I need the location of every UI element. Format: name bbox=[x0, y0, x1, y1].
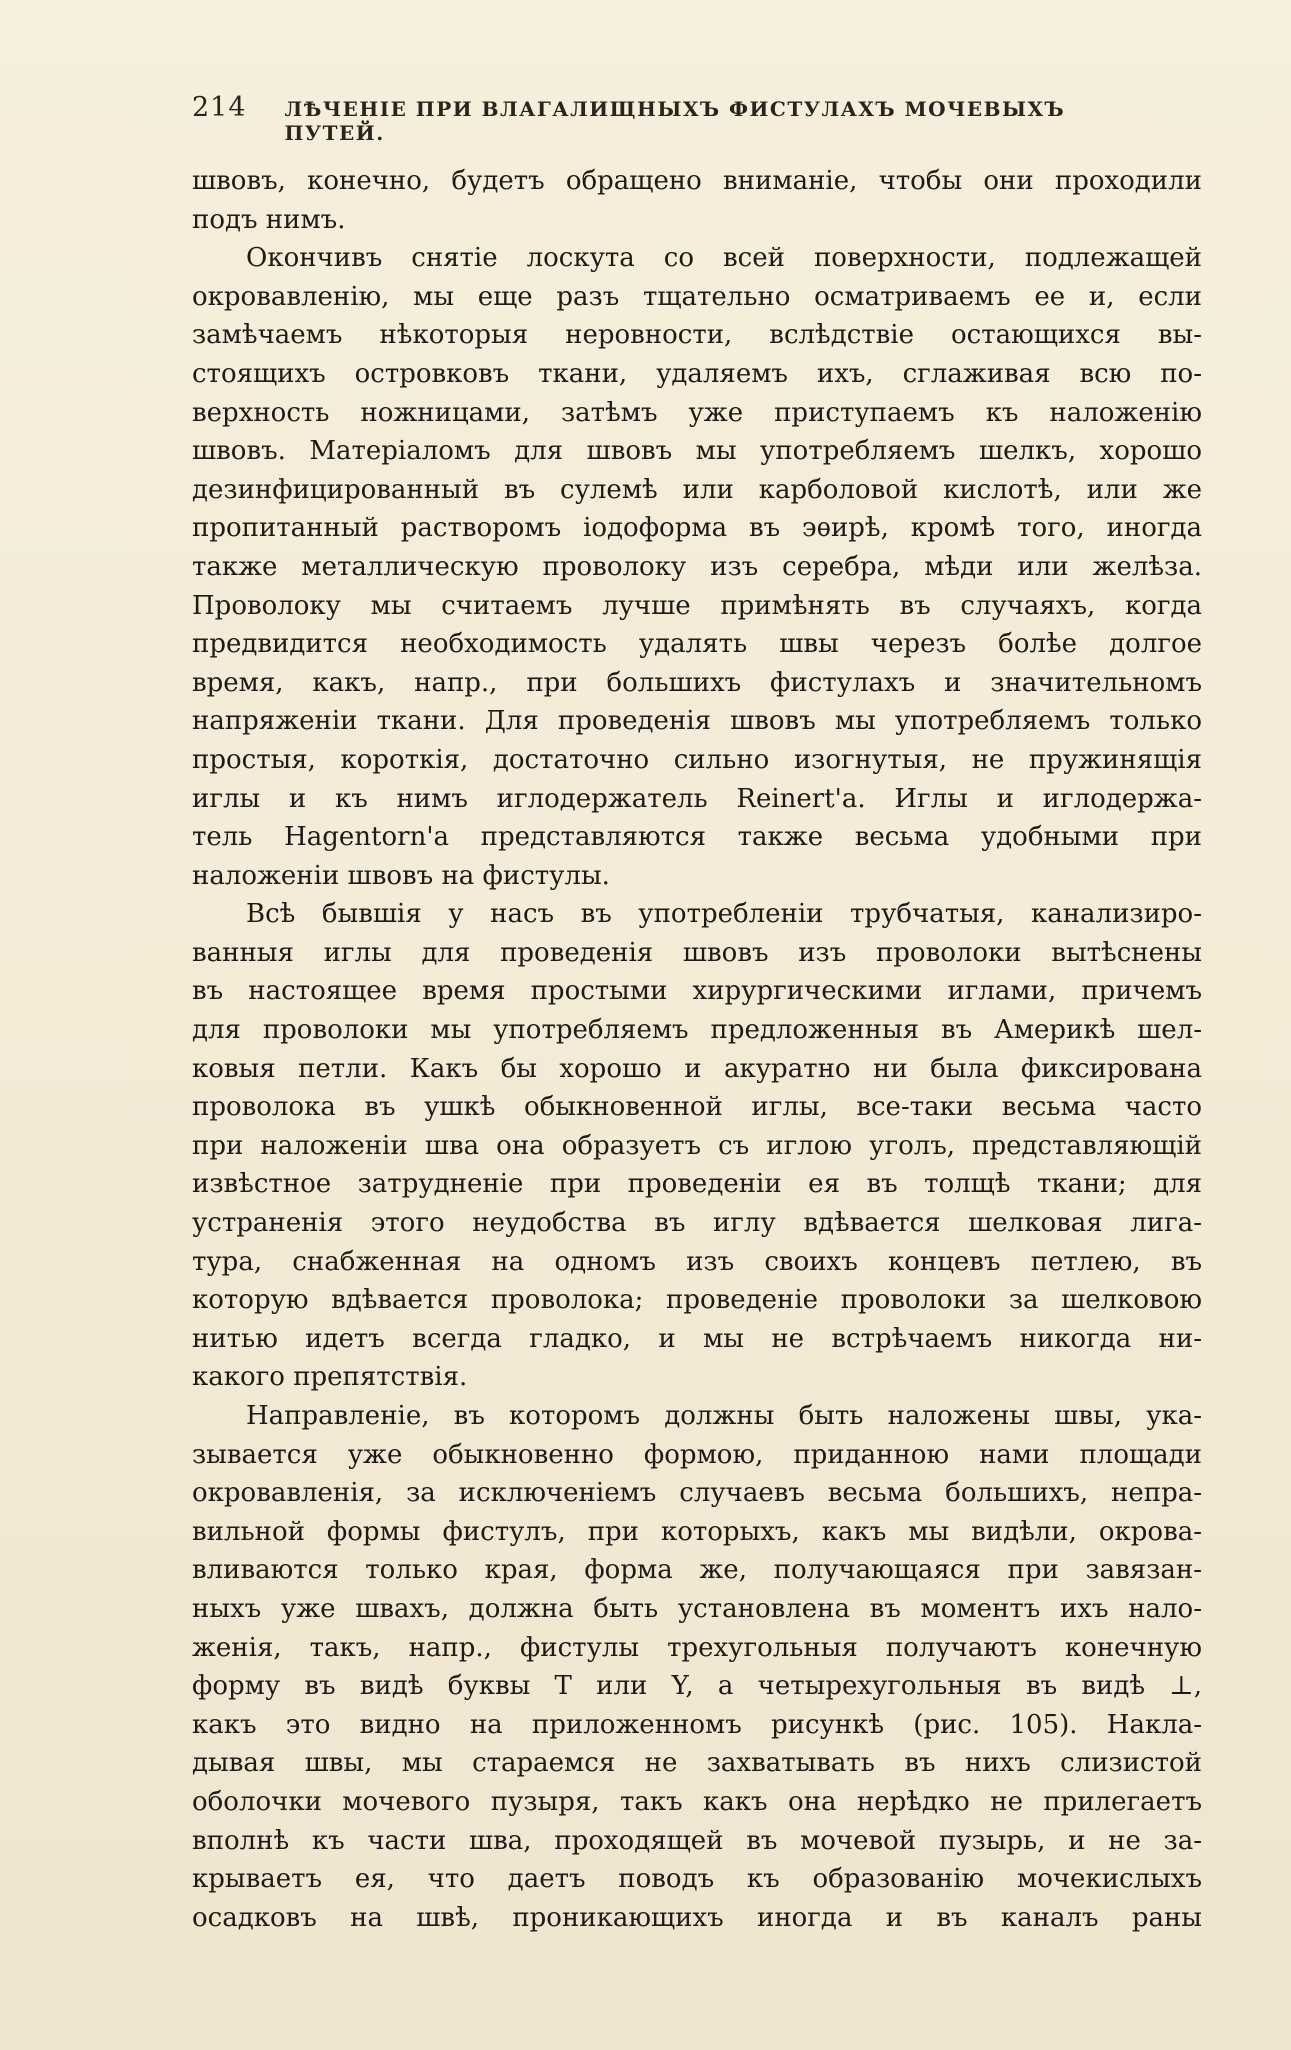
text-line: тель Hagentorn'а представляются также весьма удобными при bbox=[192, 822, 1202, 853]
text-line: наложеніи швовъ на фистулы. bbox=[192, 860, 610, 891]
text-line: Направленіе, въ которомъ должны быть наложены швы, ука- bbox=[246, 1401, 1202, 1431]
text-line: ныхъ уже швахъ, должна быть установлена въ моментъ ихъ нало- bbox=[192, 1593, 1202, 1624]
text-line: извѣстное затрудненіе при проведеніи ея въ толщѣ ткани; для bbox=[192, 1169, 1202, 1200]
page-number: 214 bbox=[192, 92, 247, 123]
paragraph bbox=[192, 1397, 1202, 1937]
text-line: ковыя петли. Какъ бы хорошо и акуратно ни была фиксирована bbox=[192, 1053, 1202, 1084]
text-line: напряженіи ткани. Для проведенія швовъ мы употребляемъ только bbox=[192, 706, 1202, 737]
text-line: зывается уже обыкновенно формою, приданною нами площади bbox=[192, 1439, 1202, 1470]
text-line: простыя, короткія, достаточно сильно изогнутыя, не пружинящія bbox=[192, 744, 1202, 775]
text-line: иглы и къ нимъ иглодержатель Reinert'а. Иглы и иглодержа- bbox=[192, 783, 1202, 814]
text-line: женія, такъ, напр., фистулы трехугольныя получаютъ конечную bbox=[192, 1632, 1202, 1663]
text-line: какъ это видно на приложенномъ рисункѣ (рис. 105). Накла- bbox=[192, 1709, 1202, 1740]
text-line: верхность ножницами, затѣмъ уже приступаемъ къ наложенію bbox=[192, 397, 1202, 428]
text-line: устраненія этого неудобства въ иглу вдѣвается шелковая лига- bbox=[192, 1208, 1202, 1239]
text-line: крываетъ ея, что даетъ поводъ къ образованію мочекислыхъ bbox=[192, 1864, 1202, 1895]
text-line: стоящихъ островковъ ткани, удаляемъ ихъ, сглаживая всю по- bbox=[192, 358, 1202, 389]
text-line: форму въ видѣ буквы Т или Y, а четырехугольныя въ видѣ ⊥, bbox=[192, 1671, 1202, 1702]
text-line: окровавленію, мы еще разъ тщательно осматриваемъ ее и, если bbox=[192, 281, 1202, 312]
text-line: вполнѣ къ части шва, проходящей въ мочевой пузырь, и не за- bbox=[192, 1825, 1202, 1856]
body-text bbox=[192, 162, 1202, 1937]
text-line: пропитанный растворомъ іодоформа въ эѳирѣ, кромѣ того, иногда bbox=[192, 513, 1202, 544]
text-line: нитью идетъ всегда гладко, и мы не встрѣчаемъ никогда ни- bbox=[192, 1323, 1202, 1354]
text-line: проволока въ ушкѣ обыкновенной иглы, все-таки весьма часто bbox=[192, 1092, 1202, 1123]
text-line: при наложеніи шва она образуетъ съ иглою уголъ, представляющій bbox=[192, 1130, 1202, 1161]
text-line: ванныя иглы для проведенія швовъ изъ проволоки вытѣснены bbox=[192, 937, 1202, 968]
text-line: какого препятствія. bbox=[192, 1362, 468, 1393]
text-line: дывая швы, мы стараемся не захватывать въ нихъ слизистой bbox=[192, 1748, 1202, 1779]
text-line: дезинфицированный въ сулемѣ или карболовой кислотѣ, или же bbox=[192, 474, 1202, 505]
text-line: подъ нимъ. bbox=[192, 204, 346, 235]
text-line: которую вдѣвается проволока; проведеніе проволоки за шелковою bbox=[192, 1285, 1202, 1316]
text-line: оболочки мочевого пузыря, такъ какъ она нерѣдко не прилегаетъ bbox=[192, 1786, 1202, 1817]
text-line: также металлическую проволоку изъ серебра, мѣди или желѣза. bbox=[192, 551, 1202, 582]
text-line: замѣчаемъ нѣкоторыя неровности, вслѣдствіе остающихся вы- bbox=[192, 320, 1202, 351]
running-title: ЛѢЧЕНІЕ ПРИ ВЛАГАЛИЩНЫХЪ ФИСТУЛАХЪ МОЧЕВЫХЪ ПУТЕЙ. bbox=[284, 97, 1066, 145]
text-line: въ настоящее время простыми хирургическими иглами, причемъ bbox=[192, 976, 1202, 1007]
text-line: тура, снабженная на одномъ изъ своихъ концевъ петлею, въ bbox=[192, 1246, 1202, 1277]
text-line: осадковъ на швѣ, проникающихъ иногда и въ каналъ раны bbox=[192, 1902, 1202, 1933]
text-line: швовъ, конечно, будетъ обращено вниманіе, чтобы они проходили bbox=[192, 166, 1202, 196]
text-line: предвидится необходимость удалять швы черезъ болѣе долгое bbox=[192, 629, 1202, 660]
text-line: время, какъ, напр., при большихъ фистулахъ и значительномъ bbox=[192, 667, 1202, 698]
text-line: швовъ. Матеріаломъ для швовъ мы употребляемъ шелкъ, хорошо bbox=[192, 436, 1202, 467]
paragraph bbox=[192, 239, 1202, 895]
text-line: Окончивъ снятіе лоскута со всей поверхности, подлежащей bbox=[246, 243, 1202, 274]
text-line: вильной формы фистулъ, при которыхъ, какъ мы видѣли, окрова- bbox=[192, 1516, 1202, 1547]
paragraph bbox=[192, 162, 1202, 239]
paragraph bbox=[192, 895, 1202, 1397]
page-header bbox=[192, 92, 1108, 145]
text-line: для проволоки мы употребляемъ предложенныя въ Америкѣ шел- bbox=[192, 1015, 1202, 1046]
text-line: Проволоку мы считаемъ лучше примѣнять въ случаяхъ, когда bbox=[192, 590, 1202, 621]
text-line: вливаются только края, форма же, получающаяся при завязан- bbox=[192, 1555, 1202, 1586]
text-line: Всѣ бывшія у насъ въ употребленіи трубчатыя, канализиро- bbox=[246, 899, 1202, 930]
text-line: окровавленія, за исключеніемъ случаевъ весьма большихъ, непра- bbox=[192, 1478, 1202, 1509]
